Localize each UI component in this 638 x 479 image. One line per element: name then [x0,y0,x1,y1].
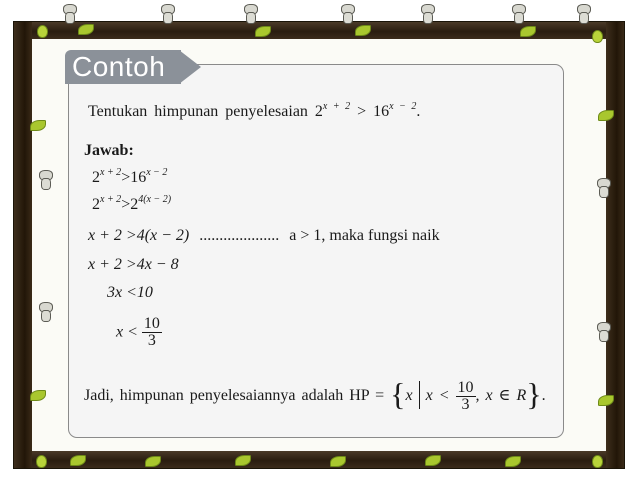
step-1-rhs-base: 16 [130,169,147,186]
step-6 [116,316,162,349]
vine-berry-icon [592,455,603,468]
step-3-dots: .................... [199,227,280,244]
step-6-fraction [142,316,162,349]
cat-ornament-icon [62,4,76,22]
tab-title: Contoh [72,51,166,82]
step-4 [88,256,179,274]
step-2-lhs-exponent: x + 2 [100,194,122,205]
cat-ornament-icon [511,4,525,22]
answer-heading: Jawab: [84,142,134,159]
set-separator [419,381,420,409]
cat-ornament-icon [38,170,52,188]
cat-ornament-icon [340,4,354,22]
step-1-operator: > [121,169,131,186]
problem-lhs-base: 2 [314,103,323,120]
conclusion-text: Jadi, himpunan penyelesaiannya adalah HP = [84,387,385,405]
step-4-expression: x + 2 >4x − 8 [88,256,179,273]
step-2-lhs-base: 2 [92,196,100,213]
step-6-numerator: 10 [143,315,160,332]
vine-berry-icon [36,455,47,468]
cat-ornament-icon [420,4,434,22]
step-6-denominator: 3 [147,332,156,349]
step-5-expression: 3x <10 [107,284,153,301]
set-variable: x [405,387,413,405]
contoh-tab [65,50,202,84]
step-6-variable: x < [116,323,138,341]
problem-period: . [416,103,421,120]
set-condition: x < [425,387,450,405]
step-1-rhs-exponent: x − 2 [146,167,168,178]
problem-lhs-exponent: x + 2 [322,101,351,112]
step-2 [92,196,171,214]
step-5 [107,284,153,302]
step-3 [88,227,440,245]
cat-ornament-icon [576,4,590,22]
step-1 [92,169,167,187]
frame-bottom-bar [14,451,624,468]
problem-text: Tentukan himpunan penyelesaian [88,103,308,120]
conclusion-period: . [541,387,546,405]
set-membership: , x ∈ R [475,387,527,405]
problem-operator: > [357,103,367,120]
vine-berry-icon [37,25,48,38]
problem-rhs-base: 16 [373,103,390,120]
step-3-condition: a > 1, maka fungsi naik [289,227,440,244]
set-close-brace: } [526,376,542,413]
set-open-brace: { [390,376,406,413]
step-2-operator: > [121,196,131,213]
problem-rhs-exponent: x − 2 [389,101,417,112]
set-denominator: 3 [461,396,470,413]
set-numerator: 10 [457,379,474,396]
cat-ornament-icon [596,322,610,340]
cat-ornament-icon [160,4,174,22]
cat-ornament-icon [596,178,610,196]
vine-berry-icon [592,30,603,43]
step-1-lhs-exponent: x + 2 [100,167,122,178]
conclusion [84,376,546,413]
set-fraction [456,380,476,413]
cat-ornament-icon [243,4,257,22]
step-1-lhs-base: 2 [92,169,100,186]
cat-ornament-icon [38,302,52,320]
step-2-rhs-base: 2 [130,196,139,213]
step-3-expression: x + 2 >4(x − 2) [88,227,190,244]
step-2-rhs-exponent: 4(x − 2) [138,194,172,205]
problem-statement [88,103,420,121]
frame-left-bar [14,22,32,468]
